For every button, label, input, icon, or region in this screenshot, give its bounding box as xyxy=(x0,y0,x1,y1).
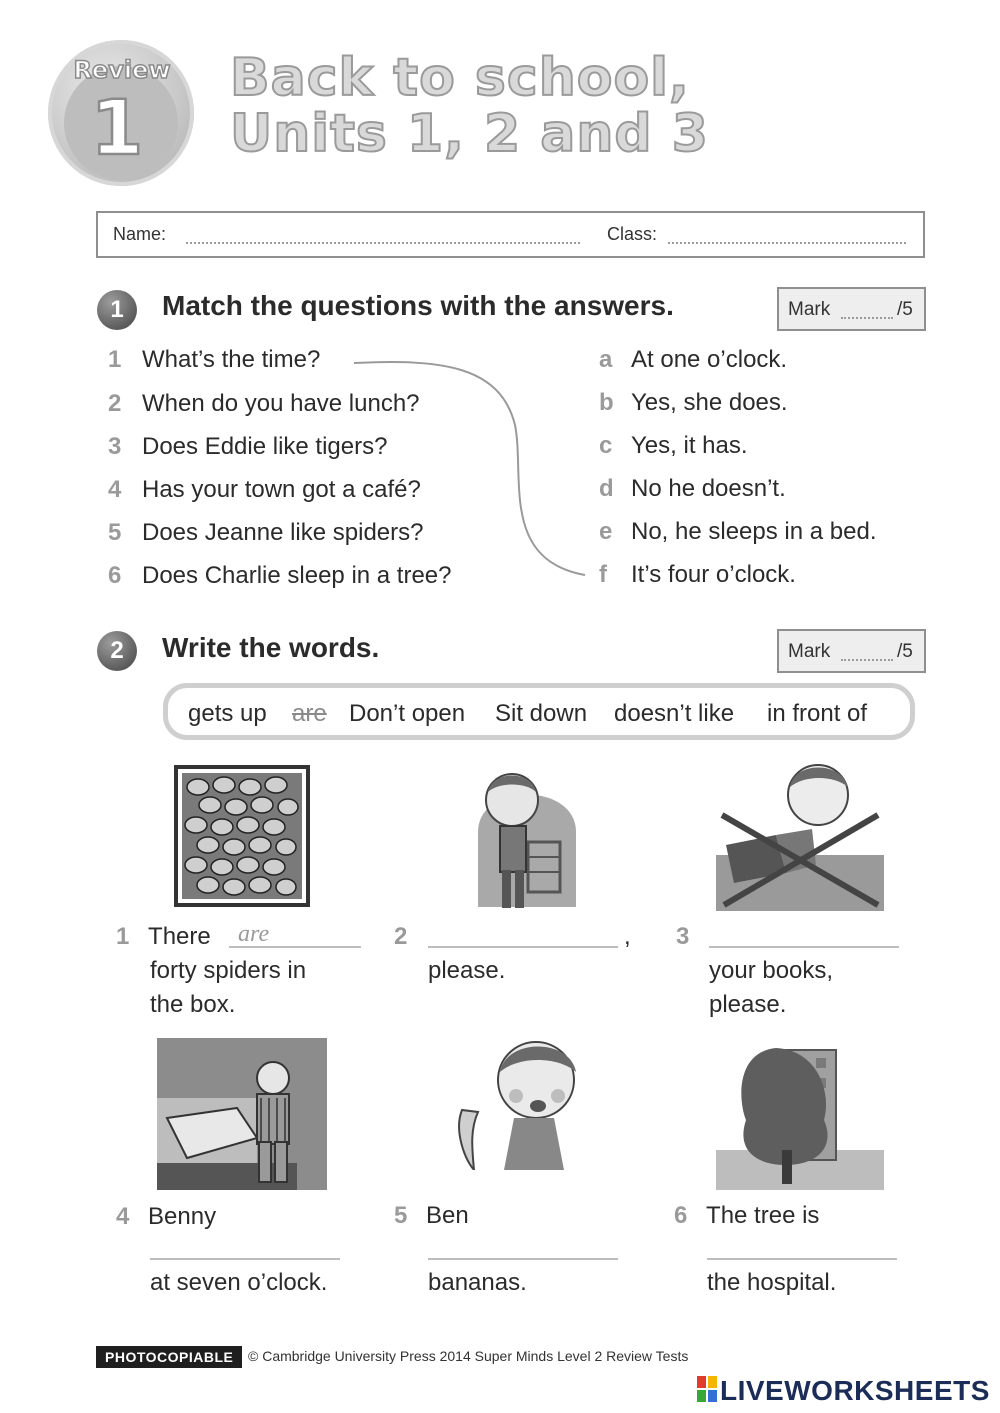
exercise-5 xyxy=(394,1199,469,1233)
word-are-used: are xyxy=(292,700,327,727)
answer-text: Yes, it has. xyxy=(631,432,748,459)
question-text: Does Charlie sleep in a tree? xyxy=(142,562,452,589)
tree-hospital-illustration xyxy=(716,1040,884,1190)
exercise-1-line-3: the box. xyxy=(150,991,236,1018)
question-number: 6 xyxy=(108,562,122,589)
exercise-5-line-2: bananas. xyxy=(428,1269,527,1296)
exercise-number: 6 xyxy=(674,1202,688,1229)
answer-letter: b xyxy=(599,389,614,416)
mark-label: Mark xyxy=(788,299,831,320)
answer-line-4[interactable] xyxy=(150,1258,340,1260)
word-doesnt-like: doesn’t like xyxy=(614,700,735,727)
mark-total: /5 xyxy=(897,641,913,662)
question-number: 1 xyxy=(108,346,122,373)
question-text: Does Jeanne like spiders? xyxy=(142,519,424,546)
answer-text: At one o’clock. xyxy=(631,346,788,373)
title-line-2: Units 1, 2 and 3 xyxy=(230,104,709,164)
exercise-2-line-2: please. xyxy=(428,957,506,984)
page-title xyxy=(230,50,709,162)
answer-c[interactable] xyxy=(599,432,748,460)
question-number: 2 xyxy=(108,390,122,417)
question-text: What’s the time? xyxy=(142,346,321,373)
section-1-number: 1 xyxy=(97,290,137,330)
word-in-front-of: in front of xyxy=(767,700,868,727)
answer-text: No, he sleeps in a bed. xyxy=(631,518,877,545)
boy-dislikes-bananas-illustration xyxy=(454,1030,594,1170)
dont-open-books-illustration xyxy=(716,755,884,913)
copyright-text: © Cambridge University Press 2014 Super Minds Level 2 Review Tests xyxy=(248,1348,689,1364)
exercise-text: Ben xyxy=(426,1202,469,1229)
spiders-box-illustration xyxy=(174,765,310,907)
answer-text: Yes, she does. xyxy=(631,389,788,416)
exercise-3-line-3: please. xyxy=(709,991,787,1018)
exercise-number: 5 xyxy=(394,1202,408,1229)
answer-text: It’s four o’clock. xyxy=(631,561,796,588)
section-2-number: 2 xyxy=(97,631,137,671)
answer-letter: d xyxy=(599,475,614,502)
exercise-3-line-2: your books, xyxy=(709,957,834,984)
answer-line-5[interactable] xyxy=(428,1258,618,1260)
exercise-3-number: 3 xyxy=(676,923,690,950)
question-number: 4 xyxy=(108,476,122,503)
student-info-box xyxy=(96,211,925,258)
exercise-2-comma: , xyxy=(624,923,631,950)
liveworksheets-brand[interactable]: LIVEWORKSHEETS xyxy=(720,1375,990,1406)
word-bank xyxy=(163,683,915,740)
exercise-4 xyxy=(116,1200,216,1234)
answer-e[interactable] xyxy=(599,518,877,546)
answer-letter: f xyxy=(599,561,607,588)
mark-field[interactable] xyxy=(841,317,893,319)
exercise-6 xyxy=(674,1199,819,1233)
question-3 xyxy=(108,433,387,461)
answer-a[interactable] xyxy=(599,346,787,374)
exercise-text: There xyxy=(148,923,211,950)
question-number: 3 xyxy=(108,433,122,460)
exercise-2-number: 2 xyxy=(394,923,408,950)
badge-number: 1 xyxy=(90,83,144,172)
title-line-1: Back to school, xyxy=(230,48,690,108)
exercise-text: Benny xyxy=(148,1203,217,1230)
section-2-mark-box xyxy=(777,629,926,673)
example-answer: are xyxy=(238,921,270,947)
answer-b[interactable] xyxy=(599,389,788,417)
question-text: When do you have lunch? xyxy=(142,390,420,417)
question-number: 5 xyxy=(108,519,122,546)
class-field[interactable] xyxy=(668,242,906,244)
exercise-1 xyxy=(116,920,211,954)
exercise-6-line-2: the hospital. xyxy=(707,1269,837,1296)
exercise-text: The tree is xyxy=(706,1202,820,1229)
answer-d[interactable] xyxy=(599,475,786,503)
mark-total: /5 xyxy=(897,299,913,320)
answer-letter: c xyxy=(599,432,613,459)
answer-line-6[interactable] xyxy=(707,1258,897,1260)
liveworksheets-logo-icon xyxy=(697,1376,717,1402)
question-text: Has your town got a café? xyxy=(142,476,421,503)
exercise-number: 4 xyxy=(116,1203,130,1230)
word-dont-open: Don’t open xyxy=(349,700,466,727)
badge-review-label: Review xyxy=(73,56,171,84)
name-label: Name: xyxy=(113,224,167,244)
question-1 xyxy=(108,346,320,374)
answer-line-3[interactable] xyxy=(709,946,899,948)
answer-f[interactable] xyxy=(599,561,796,589)
answer-line-2[interactable] xyxy=(428,946,618,948)
answer-line-1[interactable] xyxy=(229,946,361,948)
class-label: Class: xyxy=(607,224,658,244)
photocopiable-badge: PHOTOCOPIABLE xyxy=(96,1346,242,1368)
section-1-heading: Match the questions with the answers. xyxy=(162,290,674,321)
exercise-1-line-2: forty spiders in xyxy=(150,957,307,984)
word-sit-down: Sit down xyxy=(495,700,588,727)
answer-letter: a xyxy=(599,346,613,373)
answer-text: No he doesn’t. xyxy=(631,475,786,502)
boy-getting-up-illustration xyxy=(157,1038,327,1190)
example-match-line xyxy=(350,355,600,585)
word-gets-up: gets up xyxy=(188,700,267,727)
name-field[interactable] xyxy=(186,242,580,244)
exercise-4-line-2: at seven o’clock. xyxy=(150,1269,328,1296)
mark-field[interactable] xyxy=(841,659,893,661)
boy-sit-down-illustration xyxy=(468,762,586,914)
answer-letter: e xyxy=(599,518,613,545)
section-1-mark-box xyxy=(777,287,926,331)
mark-label: Mark xyxy=(788,641,831,662)
exercise-number: 1 xyxy=(116,923,130,950)
section-2-heading: Write the words. xyxy=(162,632,380,663)
question-text: Does Eddie like tigers? xyxy=(142,433,388,460)
